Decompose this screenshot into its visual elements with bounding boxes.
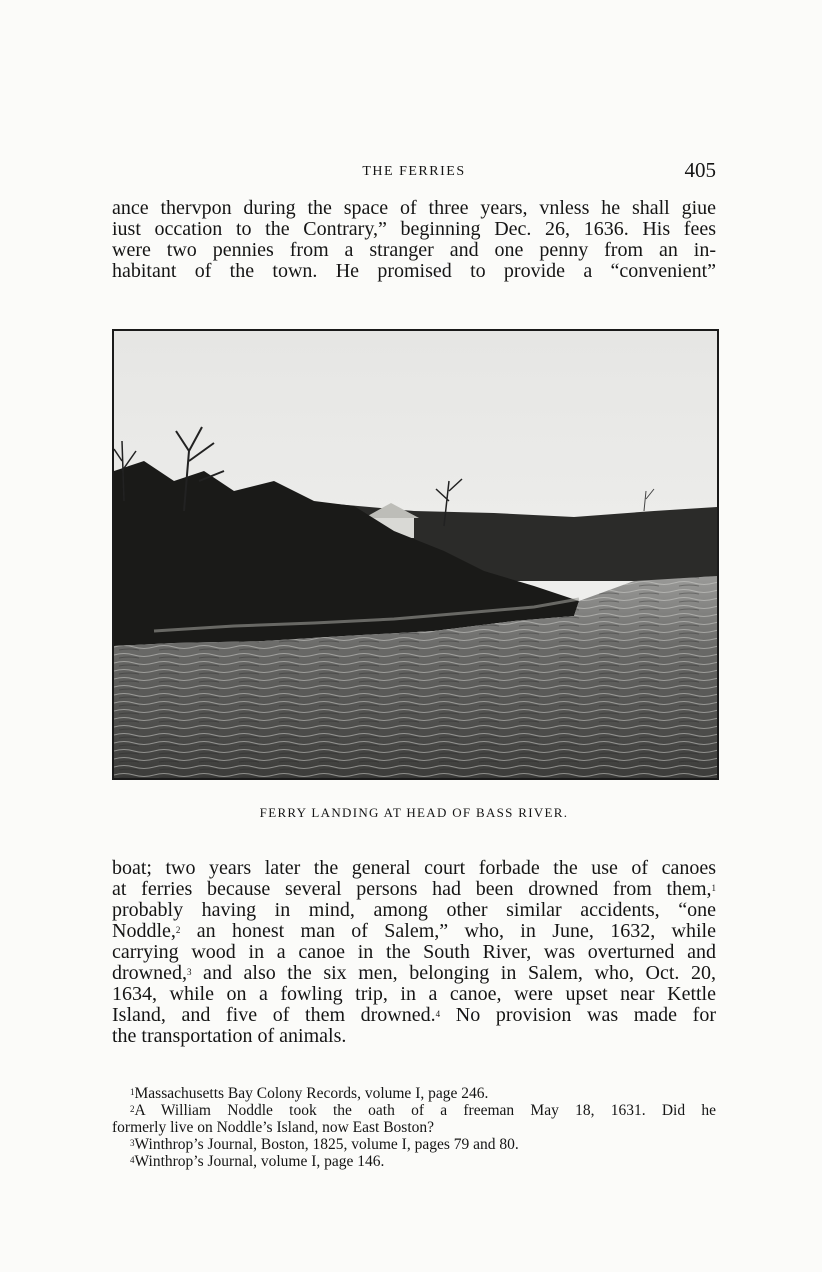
paragraph-text: Island, and five of them drowned. [112,1004,436,1026]
paragraph-line [112,1005,716,1026]
footnotes [112,1085,716,1170]
paragraph-text: No provision was made for [440,1004,717,1026]
footnote-2-continuation: formerly live on Noddle’s Island, now East Boston? [112,1119,435,1136]
paragraph-text: an honest man of Salem,” who, in June, 1632, while [180,920,716,942]
footnote-text: Massachusetts Bay Colony Records, volume I, page 246. [134,1085,489,1102]
footnote-3 [112,1136,716,1153]
footnote-ref: 1 [711,883,716,893]
page-number: 405 [684,158,716,182]
paragraph-line: habitant of the town. He promised to provide a “convenient” [112,260,716,282]
paragraph-line: the transportation of animals. [112,1025,347,1047]
footnote-ref: 2 [175,925,181,935]
paragraph-text: Noddle, [112,920,176,942]
footnote-4 [112,1153,716,1170]
paragraph-line: probably having in mind, among other similar accidents, “one [112,899,716,921]
paragraph-line: carrying wood in a canoe in the South River, was overturned and [112,941,716,963]
paragraph-text: and also the six men, belonging in Salem, who, Oct. 20, [191,962,716,984]
photo-illustration [114,331,717,778]
running-title: THE FERRIES [362,164,466,179]
footnote-text: Winthrop’s Journal, volume I, page 146. [134,1153,385,1170]
footnote-ref: 3 [186,967,192,977]
footnote-mark: 3 [130,1138,135,1148]
paragraph-line [112,921,716,942]
paragraph-line [112,879,716,900]
footnote-ref: 4 [435,1009,441,1019]
footnote-mark: 4 [130,1155,135,1165]
paragraph-text: at ferries because several persons had been drowned from them, [112,878,712,900]
footnote-1 [112,1085,716,1102]
paragraph-line: ance thervpon during the space of three years, vnless he shall giue [112,197,716,219]
footnote-mark: 2 [130,1104,135,1114]
footnote-text: A William Noddle took the oath of a freeman May 18, 1631. Did he [134,1102,716,1119]
figure-caption: FERRY LANDING AT HEAD OF BASS RIVER. [259,805,569,820]
paragraph-line [112,963,716,984]
ferry-landing-photo [112,329,719,780]
paragraph-line: boat; two years later the general court forbade the use of canoes [112,857,716,879]
top-paragraph [112,198,716,282]
page-header [112,158,716,188]
paragraph-text: drowned, [112,962,187,984]
footnote-2 [112,1102,716,1119]
paragraph-line: iust occation to the Contrary,” beginning Dec. 26, 1636. His fees [112,218,716,240]
paragraph-line: 1634, while on a fowling trip, in a canoe, were upset near Kettle [112,983,716,1005]
footnote-text: Winthrop’s Journal, Boston, 1825, volume I, pages 79 and 80. [134,1136,519,1153]
footnote-mark: 1 [130,1087,135,1097]
paragraph-line: were two pennies from a stranger and one penny from an in- [112,239,716,261]
bottom-paragraph [112,858,716,1047]
